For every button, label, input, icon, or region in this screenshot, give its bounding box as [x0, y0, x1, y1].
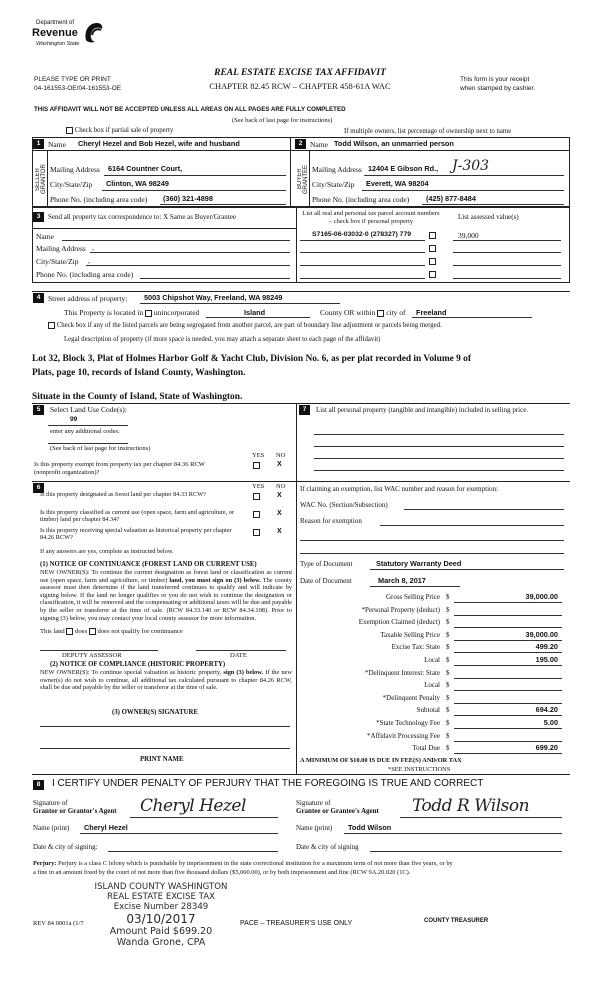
exemption-label: If claiming an exemption, list WAC number and reason for exemption: [300, 485, 498, 493]
section-7-number: 7 [299, 405, 310, 415]
tax-row [300, 732, 564, 743]
tax-row-currency: $ [446, 681, 450, 690]
tax-row-currency: $ [446, 719, 450, 727]
legal-line-3: Situate in the County of Island, State of Washington. [32, 392, 243, 402]
section5-back-note: (See back of last page for instructions) [50, 445, 151, 452]
historic-answer[interactable]: X [277, 528, 282, 535]
does-not-checkbox[interactable] [89, 628, 96, 635]
doc-type[interactable]: Statutory Warranty Deed [376, 559, 462, 568]
tax-row-value[interactable]: 39,000.00 [525, 592, 558, 601]
city-name[interactable]: Freeland [416, 308, 447, 317]
notice-2-body: NEW OWNER(S): To continue special valuation as historic property, sign (3) below. If the new owner(s) do not wish to continue, all additional tax calculated pursuant to chapter 84.26 RCW, shall be due and payable by the seller or transferor at the time of sale. [40, 669, 293, 692]
seller-side-label: SELLER GRANTOR [35, 164, 47, 194]
correspondence-label: Send all property tax correspondence to: X Same as Buyer/Grantee [48, 213, 236, 221]
certify-text: I CERTIFY UNDER PENALTY OF PERJURY THAT THE FOREGOING IS TRUE AND CORRECT [52, 778, 484, 789]
tax-row-underline [454, 602, 562, 603]
buyer-phone-label: Phone No. (including area code) [312, 195, 410, 204]
stamp-line-3: Excise Number 28349 [113, 902, 209, 912]
buyer-side-label: BUYER GRANTEE [297, 164, 309, 194]
tax-row-currency: $ [446, 693, 450, 702]
perjury-note: Perjury: Perjury is a class C felony which is punishable by imprisonment in the state correctional institution for a maximum term of not more than five years, or by a fine in an amount fixed by the court of not more than five thousand dollars ($5,000.00), or by both imprisonment and fine (RCW 9A.20.020 (1C). [33, 860, 453, 876]
owner-signature-label: (3) OWNER(S) SIGNATURE [112, 709, 198, 716]
assessed-header: List assessed value(s) [458, 213, 519, 221]
assessed-1[interactable]: 39,000 [458, 231, 479, 240]
corr-city-label: City/State/Zip [36, 257, 79, 266]
seller-mail-label: Mailing Address [50, 165, 100, 174]
tax-row [300, 744, 564, 755]
exempt-question: Is this property exempt from property tax per chapter 84.36 RCW (nonprofit organization)? [34, 461, 205, 476]
corr-city-value: , [88, 256, 90, 265]
logo-mark-icon [82, 20, 104, 44]
grantee-date-city: Date & city of signing [296, 843, 359, 851]
section-3-number: 3 [33, 212, 44, 222]
notice-1-title: (1) NOTICE OF CONTINUANCE (FOREST LAND OR CURRENT USE) [40, 561, 257, 568]
street-label: Street address of property: [48, 294, 128, 303]
tax-row [300, 681, 564, 692]
section-5-number: 5 [33, 405, 44, 415]
section5-no: NO [276, 452, 286, 459]
receipt-note-1: This form is your receipt [460, 76, 530, 83]
grantee-signature-label-2: Grantee or Grantee's Agent [296, 807, 379, 815]
buyer-mail-label: Mailing Address [312, 165, 362, 174]
tax-row-label: Local [424, 681, 440, 690]
stamp-line-2: REAL ESTATE EXCISE TAX [106, 892, 216, 902]
does-checkbox[interactable] [66, 628, 73, 635]
warning-text: THIS AFFIDAVIT WILL NOT BE ACCEPTED UNLESS ALL AREAS ON ALL PAGES ARE FULLY COMPLETED [34, 106, 346, 113]
tax-row-currency: $ [446, 593, 450, 601]
segregated-checkbox[interactable] [48, 322, 55, 329]
section-2-number: 2 [295, 139, 306, 149]
seller-city-label: City/State/Zip [50, 180, 93, 189]
exempt-answer[interactable]: X [277, 461, 282, 468]
legal-line-1: Lot 32, Block 3, Plat of Holmes Harbor Golf & Yacht Club, Division No. 6, as per plat recorded in Volume 9 of [32, 354, 471, 364]
tax-row-currency: $ [446, 744, 450, 753]
tax-row-currency: $ [446, 630, 450, 639]
if-yes-note: If any answers are yes, complete as instructed below. [40, 548, 174, 555]
form-title: REAL ESTATE EXCISE TAX AFFIDAVIT [214, 68, 386, 78]
form-codes: 04-161553-OE/04-161553-OE [34, 85, 122, 92]
tax-row [300, 631, 564, 642]
tax-row-label: *State Technology Fee [376, 719, 440, 727]
deputy-date: DATE [230, 652, 247, 659]
tax-row-currency: $ [446, 731, 450, 740]
parcel-1-checkbox[interactable] [429, 232, 436, 239]
doc-type-label: Type of Document [300, 560, 353, 568]
tax-row-underline [454, 665, 562, 666]
grantee-name-print[interactable]: Todd Wilson [348, 823, 392, 832]
tax-row-value[interactable]: 39,000.00 [525, 629, 558, 639]
treasurer-use: PACE – TREASURER'S USE ONLY [240, 920, 353, 927]
tax-row [300, 643, 564, 654]
stamp-line-6: Wanda Grone, CPA [116, 937, 206, 948]
tax-row-underline [454, 640, 562, 641]
corr-mail-label: Mailing Address [36, 244, 86, 253]
notice-2-title: (2) NOTICE OF COMPLIANCE (HISTORIC PROPERTY) [50, 661, 226, 668]
minimum-note: A MINIMUM OF $10.00 IS DUE IN FEE(S) AND/OR TAX [300, 757, 462, 764]
tax-row-underline [454, 615, 562, 616]
grantor-signature-label-1: Signature of [33, 799, 68, 807]
section-1-number: 1 [33, 139, 44, 149]
seller-phone-label: Phone No. (including area code) [50, 195, 148, 204]
additional-codes: enter any additional codes: [50, 428, 120, 435]
treasurer-stamp [86, 882, 236, 948]
street-address[interactable]: 5003 Chipshot Way, Freeland, WA 98249 [144, 293, 283, 302]
forest-question: Is this property designated as forest land per chapter 84.33 RCW? [40, 491, 206, 498]
tax-row-currency: $ [446, 643, 450, 652]
notice-1-body: NEW OWNER(S): To continue the current designation as forest land or classification as current use (open space, farm and agriculture, or timber) land, you must sign on (3) below. The county assessor must then determine if the land transferred continues to qualify and will indicate by signing below. If the land no longer qualifies or you do not wish to continue the designation or classification, it will be removed and the compensating or additional taxes will be due and payable by the seller or transferor at the time of sale. (RCW 84.33.140 or RCW 84.34.108). Prior to signing (3) below, you may contact your local county assessor for more information. [40, 569, 292, 622]
tax-row-currency: $ [446, 656, 450, 664]
grantor-date-city: Date & city of signing: [33, 843, 98, 851]
buyer-city-label: City/State/Zip [312, 180, 355, 189]
tax-row-underline [454, 652, 562, 653]
receipt-note-2: when stamped by cashier. [460, 85, 536, 92]
partial-sale: Check box if partial sale of property [66, 127, 173, 134]
stamp-line-4: 03/10/2017 [126, 912, 196, 926]
tax-row-label: *Delinquent Penalty [382, 693, 440, 702]
forest-answer[interactable]: X [277, 492, 282, 499]
logo-state: Washington State [36, 41, 80, 47]
unincorporated-checkbox[interactable] [145, 310, 152, 317]
county-or-within: County OR within city of [320, 308, 406, 317]
current-use-yes-checkbox[interactable] [253, 511, 260, 518]
section6-yes: YES [252, 483, 265, 490]
tax-row [300, 706, 564, 717]
multi-owner-note: If multiple owners, list percentage of ownership next to name [344, 128, 512, 135]
buyer-name-label: Name [310, 140, 328, 149]
exempt-yes-checkbox[interactable] [253, 462, 260, 469]
reason-label: Reason for exemption [300, 517, 362, 525]
grantee-signature[interactable]: Todd R Wilson [412, 796, 530, 816]
tax-row-value[interactable]: 195.00 [535, 655, 558, 664]
grantor-signature[interactable]: Cheryl Hezel [140, 796, 246, 816]
historic-question: Is this property receiving special valuation as historical property per chapter 84.26 RCW? [40, 527, 232, 542]
tax-row [300, 719, 564, 730]
deputy-assessor: DEPUTY ASSESSOR [62, 652, 122, 659]
logo-dept: Department of [36, 20, 75, 26]
doc-date-label: Date of Document [300, 577, 352, 585]
tax-row-label: *Delinquent Interest: State [364, 668, 440, 677]
corr-phone-label: Phone No. (including area code) [36, 270, 134, 279]
tax-row-label: Subtotal [416, 706, 440, 715]
tax-row-label: *Affidavit Processing Fee [367, 731, 440, 740]
wac-label: WAC No. (Section/Subsection) [300, 501, 388, 509]
tax-row-value[interactable]: 5.00 [543, 718, 558, 727]
tax-row-underline [454, 741, 562, 742]
buyer-phone[interactable]: (425) 877-8484 [426, 194, 476, 203]
section5-yes: YES [252, 452, 265, 459]
current-use-answer[interactable]: X [277, 510, 282, 517]
this-land-line: This land does does not qualify for continuance [40, 628, 183, 636]
tax-row-value[interactable]: 694.20 [535, 705, 558, 715]
tax-row [300, 669, 564, 680]
tax-row-label: Local [424, 656, 440, 664]
tax-row-currency: $ [446, 605, 450, 614]
grantor-name-print-label: Name (print) [33, 824, 70, 832]
located-in: This Property is located in unincorporated [64, 308, 200, 317]
tax-row-currency: $ [446, 706, 450, 715]
personal-property-label: List all personal property (tangible and intangible) included in selling price. [316, 406, 529, 414]
see-instructions: *SEE INSTRUCTIONS [388, 766, 451, 773]
buyer-mail[interactable]: 12404 E Gibson Rd., [368, 164, 439, 173]
seller-name[interactable]: Cheryl Hezel and Bob Hezel, wife and husband [78, 139, 240, 148]
tax-row-underline [454, 703, 562, 704]
partial-sale-checkbox[interactable] [66, 127, 73, 134]
forest-yes-checkbox[interactable] [253, 493, 260, 500]
legal-label: Legal description of property (if more space is needed, you may attach a separate sheet to each page of the affidavit) [64, 336, 381, 343]
stamp-line-5: Amount Paid $699.20 [109, 926, 213, 937]
tax-row-underline [454, 690, 562, 691]
print-note: PLEASE TYPE OR PRINT [34, 76, 111, 83]
stamp-line-1: ISLAND COUNTY WASHINGTON [94, 882, 228, 892]
seller-mail[interactable]: 6164 Countner Court, [108, 164, 183, 173]
tax-row-currency: $ [446, 668, 450, 677]
historic-yes-checkbox[interactable] [253, 529, 260, 536]
parcel-4-checkbox[interactable] [429, 271, 436, 278]
city-checkbox[interactable] [377, 310, 384, 317]
buyer-city[interactable]: Everett, WA 98204 [366, 179, 429, 188]
seller-city[interactable]: Clinton, WA 98249 [106, 179, 169, 188]
tax-row [300, 618, 564, 629]
parcel-1[interactable]: S7165-06-03032-0 (278327) 779 [312, 231, 412, 238]
print-name-label: PRINT NAME [140, 756, 184, 763]
legal-line-2: Plats, page 10, records of Island County, Washington. [32, 368, 246, 378]
doc-date[interactable]: March 8, 2017 [378, 576, 426, 585]
seller-phone[interactable]: (360) 321-4898 [163, 194, 213, 203]
tax-row-underline [454, 715, 562, 716]
grantor-signature-label-2: Grantor or Grantor's Agent [33, 807, 117, 815]
tax-row [300, 606, 564, 617]
corr-name-label: Name [36, 232, 54, 241]
tax-row-value[interactable]: 699.20 [535, 743, 558, 753]
current-use-question: Is this property classified as current use (open space, farm and agriculture, or timber) land per chapter 84.34? [40, 509, 235, 524]
tax-row-label: Exemption Claimed (deduct) [358, 618, 440, 627]
rev-code: REV 84 0001a (1/7 [33, 920, 84, 927]
tax-row-label: Excise Tax: State [391, 643, 440, 652]
grantee-name-print-label: Name (print) [296, 824, 333, 832]
parcel-header: List all real and personal tax parcel account numbers – check box if personal property [302, 210, 440, 225]
dor-logo [28, 16, 108, 56]
section-8-number: 8 [33, 780, 44, 790]
tax-row-underline [454, 753, 562, 754]
grantor-name-print[interactable]: Cheryl Hezel [84, 823, 128, 832]
buyer-mail-handwritten: J-303 [452, 158, 490, 174]
segregated-note: Check box if any of the listed parcels are being segregated from another parcel, are part of boundary line adjustment or parcels being merged. [48, 322, 442, 329]
seller-name-label: Name [48, 140, 66, 149]
section-6-number: 6 [33, 483, 44, 493]
buyer-name[interactable]: Todd Wilson, an unmarried person [334, 139, 454, 148]
tax-row [300, 694, 564, 705]
tax-row-label: Total Due [412, 744, 440, 753]
parcel-2-checkbox[interactable] [429, 245, 436, 252]
form-subtitle: CHAPTER 82.45 RCW – CHAPTER 458-61A WAC [209, 81, 391, 91]
parcel-3-checkbox[interactable] [429, 258, 436, 265]
land-use-code[interactable]: 99 [70, 416, 78, 423]
back-note: (See back of last page for instructions) [232, 117, 333, 124]
grantee-signature-label-1: Signature of [296, 799, 331, 807]
section6-no: NO [276, 483, 286, 490]
tax-row-label: Taxable Selling Price [380, 630, 440, 639]
land-use-label: Select Land Use Code(s): [50, 405, 127, 414]
tax-row-label: *Personal Property (deduct) [361, 605, 440, 614]
tax-row-underline [454, 728, 562, 729]
section-4-number: 4 [33, 293, 44, 303]
county-treasurer: COUNTY TREASURER [424, 918, 489, 924]
logo-name: Revenue [32, 27, 78, 39]
tax-row [300, 593, 564, 604]
corr-mail-value: , [92, 243, 94, 252]
tax-row-underline [454, 678, 562, 679]
tax-row-currency: $ [446, 618, 450, 627]
tax-row [300, 656, 564, 667]
tax-row-underline [454, 627, 562, 628]
tax-row-label: Gross Selling Price [385, 593, 440, 601]
tax-row-value[interactable]: 499.20 [535, 642, 558, 652]
county-name[interactable]: Island [244, 308, 266, 317]
